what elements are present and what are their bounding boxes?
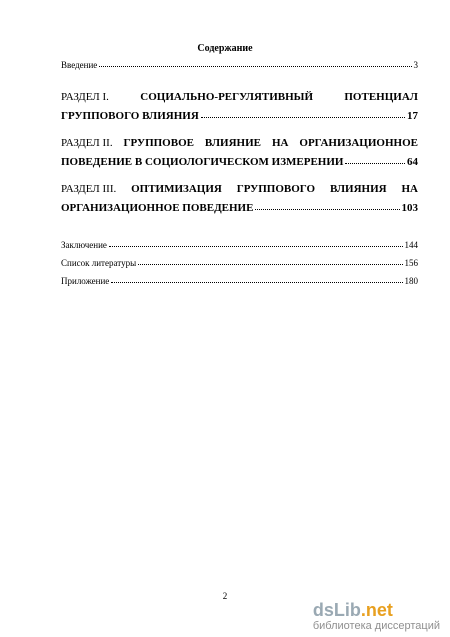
toc-section-2-line1[interactable]: [61, 137, 418, 149]
toc-entry-appendix[interactable]: [61, 276, 418, 286]
dot-leader: [255, 201, 399, 210]
toc-entry-page: 144: [404, 240, 418, 250]
section-prefix: РАЗДЕЛ III.: [61, 183, 117, 195]
toc-section-2-line2[interactable]: [61, 156, 418, 168]
section-prefix: РАЗДЕЛ II.: [61, 137, 113, 149]
page-number: 2: [222, 591, 228, 601]
toc-entry-bibliography[interactable]: [61, 258, 418, 268]
toc-entry-page: 156: [404, 258, 418, 268]
toc-entry-page: 180: [404, 276, 418, 286]
section-title-word: НА: [401, 183, 418, 195]
toc-section-1-line2[interactable]: [61, 110, 418, 122]
watermark-subtitle: библиотека диссертаций: [312, 620, 440, 632]
toc-entry-conclusion[interactable]: [61, 240, 418, 250]
dot-leader: [111, 275, 402, 283]
section-title-word: ГРУППОВОГО: [236, 183, 316, 195]
toc-entry-page: 103: [401, 202, 418, 215]
toc-entry-label: Приложение: [61, 276, 110, 286]
section-title-cont: ГРУППОВОГО ВЛИЯНИЯ: [61, 110, 199, 123]
watermark-net: .net: [360, 600, 393, 620]
dot-leader: [138, 257, 402, 265]
toc-entry-page: 3: [413, 60, 418, 70]
toc-entry-page: 17: [407, 110, 418, 123]
section-title-word: ВЛИЯНИЯ: [329, 183, 387, 195]
dot-leader: [99, 59, 411, 67]
dot-leader: [345, 155, 405, 164]
section-title-word: ОПТИМИЗАЦИЯ: [131, 183, 222, 195]
section-title-word: ГРУППОВОЕ: [123, 137, 194, 149]
toc-entry-intro[interactable]: [61, 60, 418, 70]
watermark-logo[interactable]: [313, 601, 440, 633]
watermark-brand: [313, 601, 440, 619]
section-title-word: НА: [271, 137, 289, 149]
section-title-word: ПОТЕНЦИАЛ: [344, 91, 418, 103]
dot-leader: [109, 239, 403, 247]
dot-leader: [201, 109, 405, 118]
watermark-ds: ds: [312, 600, 334, 620]
section-title-word: ВЛИЯНИЕ: [204, 137, 261, 149]
section-title-cont: ОРГАНИЗАЦИОННОЕ ПОВЕДЕНИЕ: [61, 202, 254, 215]
toc-entry-label: Список литературы: [61, 258, 137, 268]
section-prefix: РАЗДЕЛ I.: [61, 91, 109, 103]
toc-entry-label: Заключение: [61, 240, 107, 250]
toc-entry-page: 64: [407, 156, 418, 169]
toc-section-1-line1[interactable]: [61, 91, 418, 103]
section-title-cont: ПОВЕДЕНИЕ В СОЦИОЛОГИЧЕСКОМ ИЗМЕРЕНИИ: [61, 156, 344, 169]
watermark-lib: Lib: [333, 600, 361, 620]
section-title-word: ОРГАНИЗАЦИОННОЕ: [299, 137, 418, 149]
toc-section-3-line1[interactable]: [61, 183, 418, 195]
toc-heading: Содержание: [197, 43, 253, 54]
toc-entry-label: Введение: [61, 60, 98, 70]
section-title-word: СОЦИАЛЬНО-РЕГУЛЯТИВНЫЙ: [140, 91, 314, 103]
toc-section-3-line2[interactable]: [61, 202, 418, 214]
